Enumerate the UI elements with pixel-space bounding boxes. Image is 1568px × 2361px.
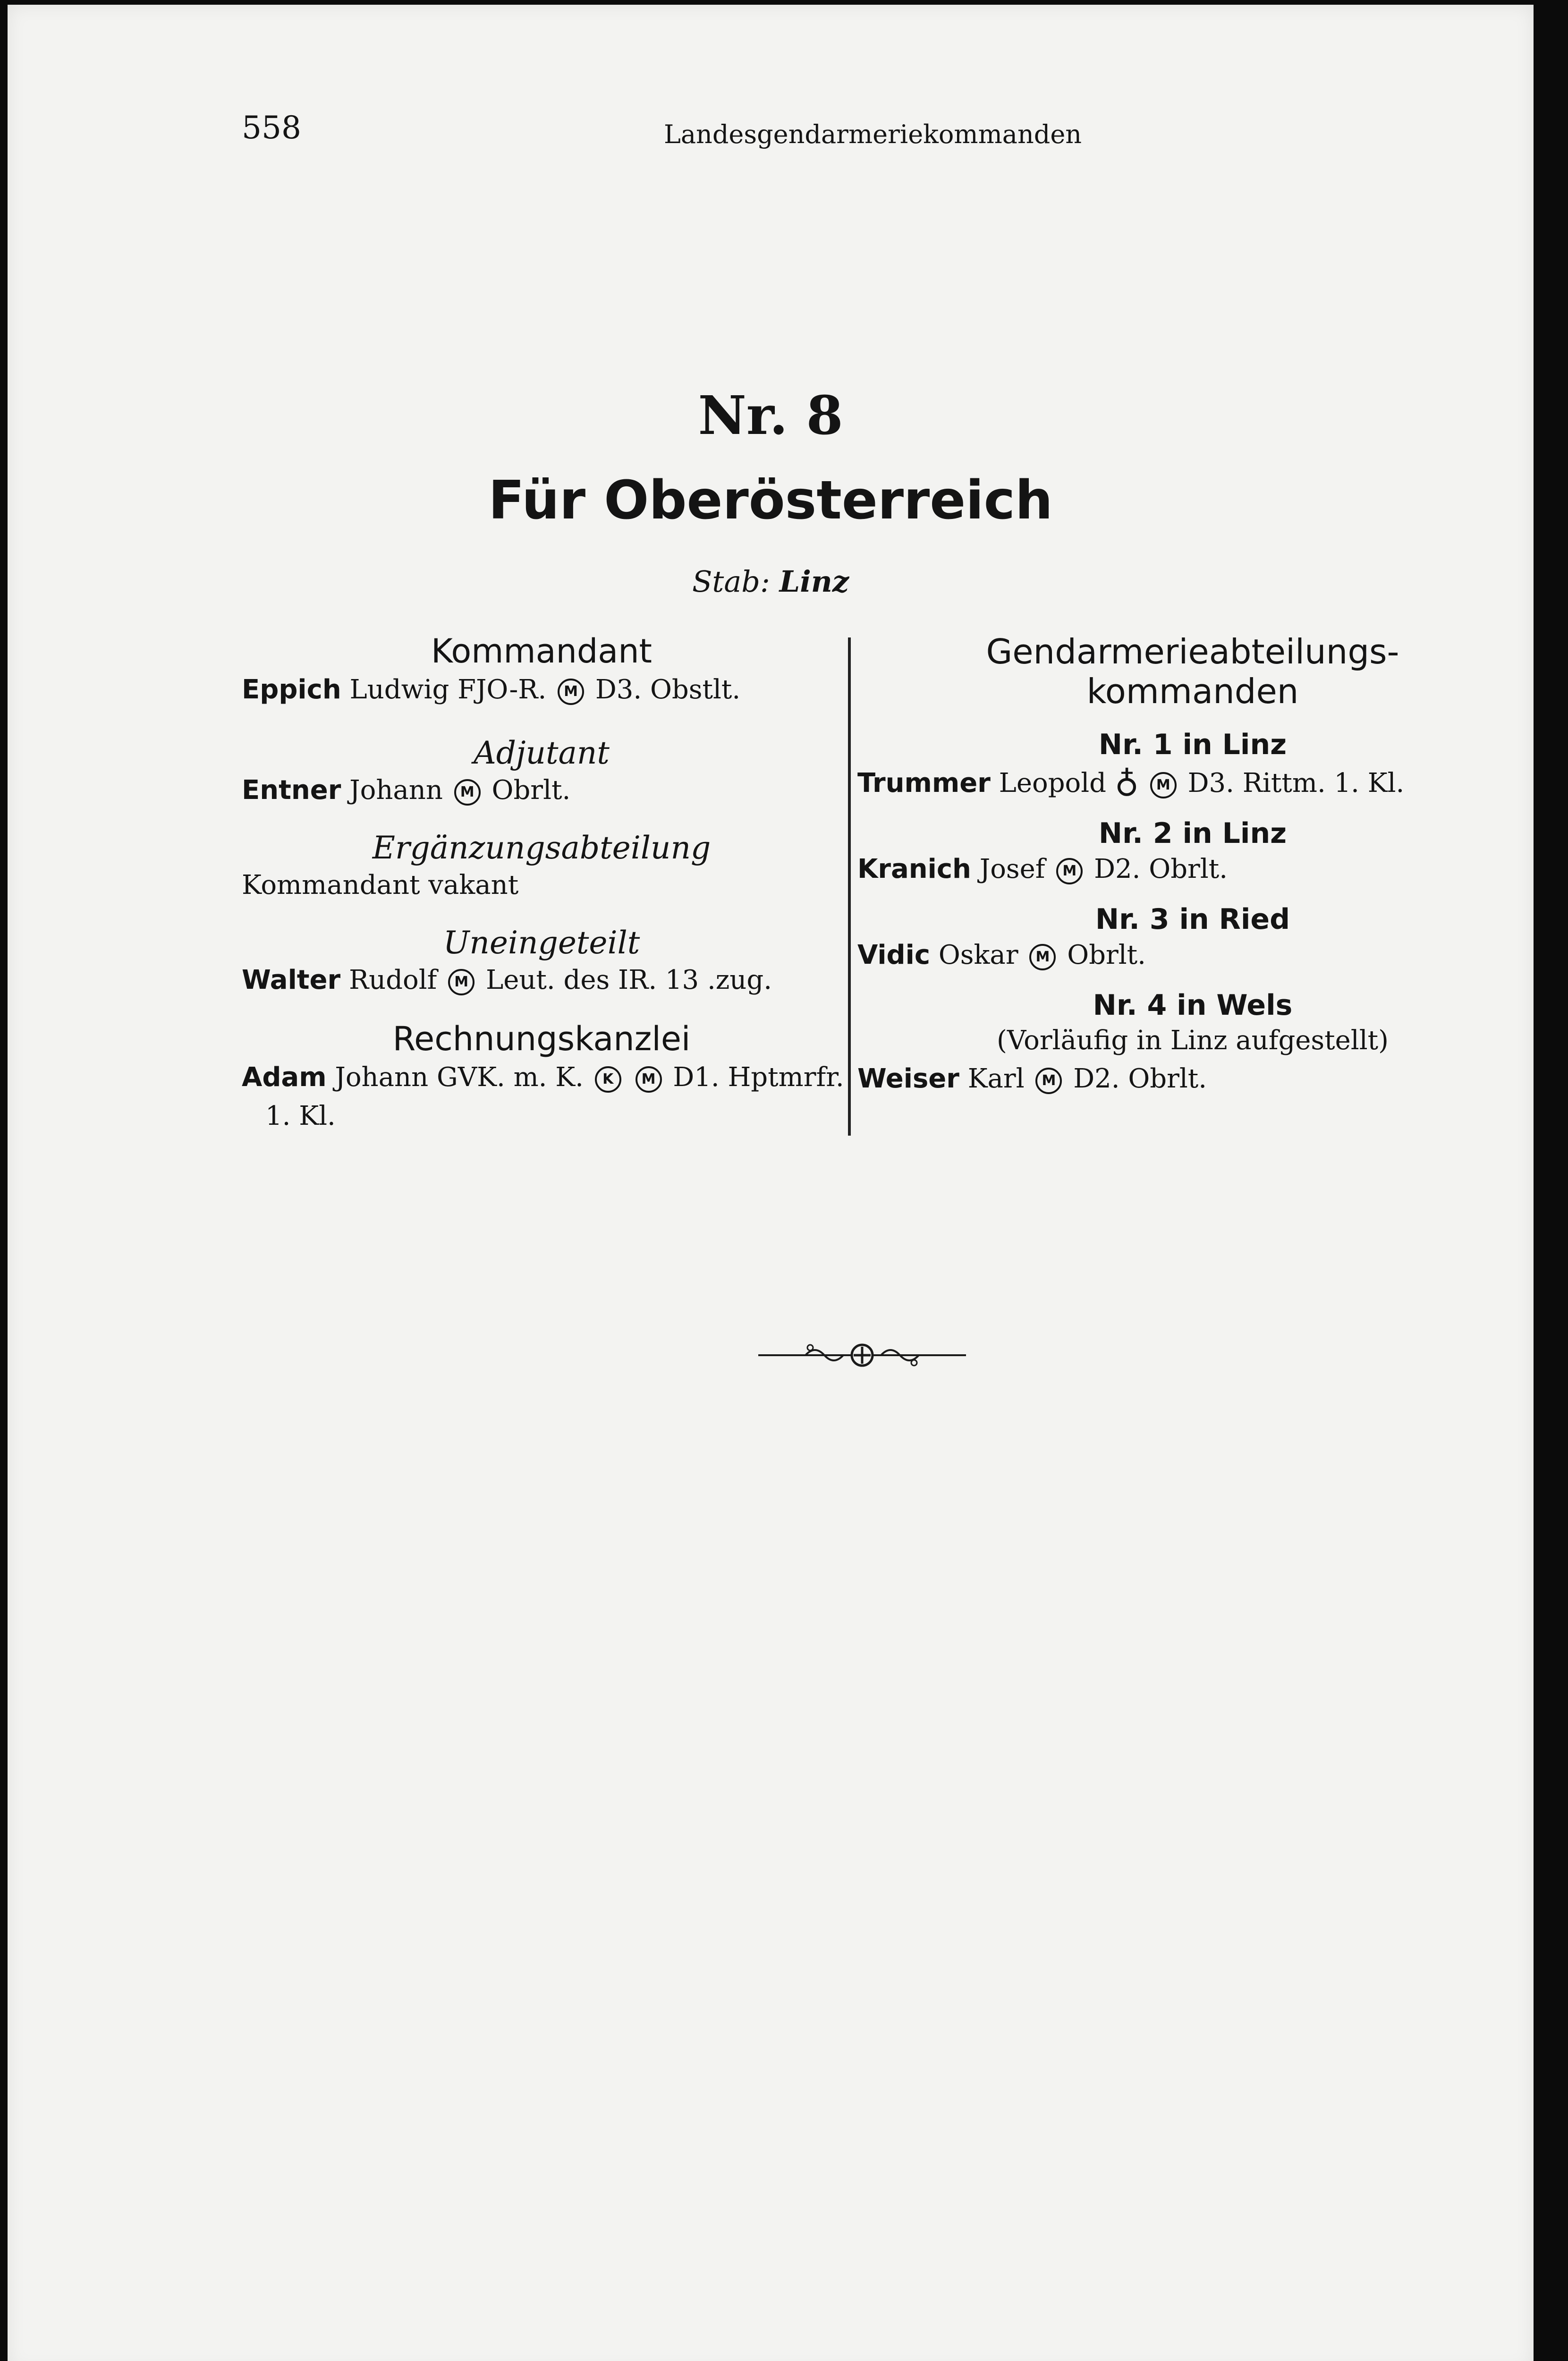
- heading-rechnungskanzlei: Rechnungskanzlei: [392, 1019, 691, 1058]
- circled-m-icon: M: [454, 779, 481, 806]
- given-name: Johann: [335, 1062, 429, 1093]
- entry-unit-1: [857, 761, 1528, 803]
- entry-kommandant: [242, 671, 841, 709]
- rank: D3. Rittm. 1. Kl.: [1187, 768, 1405, 798]
- surname: Eppich: [242, 674, 341, 705]
- given-name: Leopold: [999, 768, 1107, 798]
- rank: D2. Obrlt.: [1073, 1063, 1207, 1094]
- surname: Kranich: [857, 854, 971, 884]
- heading-kommandant: Kommandant: [431, 632, 653, 671]
- running-title: Landesgendarmeriekommanden: [664, 119, 1082, 149]
- rank: D3. Obstlt.: [595, 674, 741, 705]
- given-name: Johann: [349, 775, 443, 806]
- circled-m-icon: M: [448, 969, 475, 995]
- circled-m-icon: M: [1150, 772, 1177, 798]
- section-title: Für Oberösterreich: [488, 470, 1053, 531]
- right-column: [857, 628, 1528, 1098]
- stab-city: Linz: [779, 564, 849, 599]
- surname: Trummer: [857, 768, 991, 798]
- given-name: Oskar: [938, 940, 1018, 970]
- rank: D1. Hptmrfr.: [673, 1062, 844, 1093]
- stab-line: [8, 564, 1534, 599]
- decoration: FJO-R.: [458, 674, 547, 705]
- entry-rechnungskanzlei-cont: 1. Kl.: [265, 1101, 336, 1131]
- rank: Obrlt.: [492, 775, 571, 806]
- rank: Obrlt.: [1067, 940, 1146, 970]
- given-name: Rudolf: [348, 965, 437, 995]
- circled-k-icon: K: [595, 1066, 621, 1093]
- given-name: Karl: [967, 1063, 1025, 1094]
- surname: Vidic: [857, 940, 931, 970]
- heading-unit-4: Nr. 4 in Wels: [1093, 989, 1293, 1022]
- given-name: Ludwig: [349, 674, 449, 705]
- heading-unit-3: Nr. 3 in Ried: [1095, 903, 1290, 936]
- circled-m-icon: M: [636, 1066, 662, 1093]
- heading-line-2: kommanden: [1086, 671, 1299, 711]
- circled-m-icon: M: [558, 679, 584, 705]
- heading-line-1: Gendarmerieabteilungs-: [986, 632, 1399, 671]
- heading-adjutant: Adjutant: [474, 735, 610, 771]
- given-name: Josef: [979, 854, 1045, 884]
- heading-ergaenzung: Ergänzungsabteilung: [372, 830, 711, 866]
- rank: D2. Obrlt.: [1094, 854, 1228, 884]
- entry-rechnungskanzlei: [242, 1058, 844, 1097]
- entry-uneingeteilt: [242, 961, 841, 1000]
- entry-unit-3: [857, 936, 1528, 975]
- circled-m-icon: M: [1029, 944, 1056, 970]
- page-number: 558: [242, 110, 301, 146]
- left-column: [242, 628, 844, 1136]
- entry-unit-4: [857, 1060, 1528, 1098]
- heading-uneingeteilt: Uneingeteilt: [443, 925, 640, 961]
- heading-unit-1: Nr. 1 in Linz: [1098, 728, 1287, 761]
- circled-m-icon: M: [1035, 1068, 1062, 1094]
- rank: Leut. des IR. 13 .zug.: [486, 965, 772, 995]
- section-number: Nr. 8: [698, 385, 843, 447]
- decoration: GVK. m. K.: [436, 1062, 584, 1093]
- heading-abteilungskommanden: [857, 632, 1528, 711]
- entry-unit-2: [857, 850, 1528, 889]
- circled-m-icon: M: [1056, 858, 1083, 884]
- document-page: [8, 5, 1534, 2361]
- column-divider: [848, 637, 851, 1136]
- unit-4-note: (Vorläufig in Linz aufgestellt): [997, 1025, 1389, 1056]
- ornament-divider: [758, 1336, 966, 1374]
- surname: Walter: [242, 965, 341, 995]
- stab-label: Stab:: [692, 564, 770, 599]
- entry-ergaenzung: Kommandant vakant: [242, 870, 519, 900]
- heading-unit-2: Nr. 2 in Linz: [1098, 817, 1287, 850]
- surname: Weiser: [857, 1063, 959, 1094]
- entry-adjutant: [242, 771, 841, 810]
- surname: Entner: [242, 775, 341, 806]
- order-cross-icon: ♁: [1114, 761, 1139, 800]
- surname: Adam: [242, 1062, 327, 1093]
